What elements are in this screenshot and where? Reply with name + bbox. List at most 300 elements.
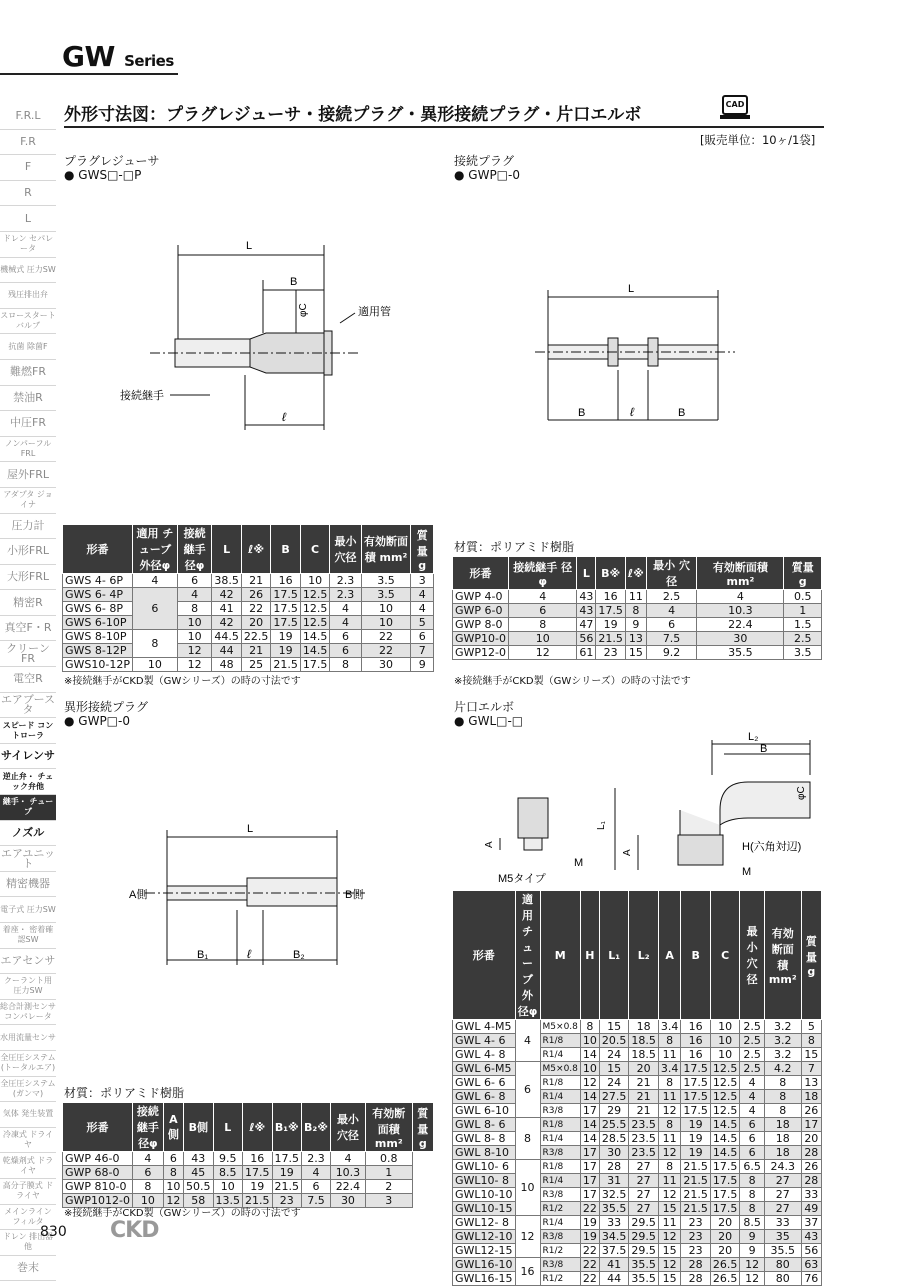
gwp-spec-table bbox=[452, 556, 822, 660]
cad-icon[interactable]: CAD bbox=[722, 95, 748, 115]
sidebar-item[interactable]: 抗菌 除菌F bbox=[0, 334, 56, 360]
table-cell: 17.5 bbox=[710, 1202, 740, 1216]
table-cell: 30 bbox=[697, 632, 784, 646]
sidebar-item[interactable]: 圧力計 bbox=[0, 514, 56, 540]
table-row bbox=[63, 1180, 434, 1194]
sidebar-item[interactable]: 小形FRL bbox=[0, 539, 56, 565]
sidebar-item[interactable]: 機械式 圧力SW bbox=[0, 258, 56, 284]
table-row bbox=[453, 590, 822, 604]
table-cell: 12.5 bbox=[300, 588, 330, 602]
sidebar-item[interactable]: ドレン セパレータ bbox=[0, 232, 56, 258]
table-cell: 3.2 bbox=[764, 1020, 801, 1034]
sidebar-item[interactable]: 精密機器 bbox=[0, 872, 56, 898]
column-header: L₁ bbox=[599, 891, 629, 1020]
table-row bbox=[453, 604, 822, 618]
table-cell: 4 bbox=[646, 604, 697, 618]
gws-dim-l: ℓ bbox=[282, 410, 286, 424]
sidebar-item[interactable]: 全圧圧システム (トータルエア) bbox=[0, 1051, 56, 1077]
table-cell: 27 bbox=[764, 1188, 801, 1202]
sidebar-item[interactable]: クリーンFR bbox=[0, 641, 56, 667]
table-cell: 10 bbox=[132, 658, 177, 672]
column-header: 有効断面積 mm² bbox=[764, 891, 801, 1020]
table-cell: 12.5 bbox=[710, 1104, 740, 1118]
table-cell: 7.5 bbox=[302, 1194, 331, 1208]
gwp-diff-drawing bbox=[125, 820, 385, 970]
table-cell: 23 bbox=[596, 646, 626, 660]
gwl-m5-dim-M: M bbox=[574, 857, 584, 869]
table-cell: 28 bbox=[681, 1258, 711, 1272]
series-rule bbox=[0, 73, 178, 75]
table-cell: 23 bbox=[681, 1216, 711, 1230]
table-cell: R3/8 bbox=[540, 1104, 580, 1118]
table-cell: 17.5 bbox=[271, 616, 301, 630]
table-row bbox=[453, 1160, 822, 1174]
sidebar-item[interactable]: 冷凍式 ドライヤ bbox=[0, 1128, 56, 1154]
table-cell: 43 bbox=[184, 1152, 214, 1166]
table-cell: 27.5 bbox=[599, 1090, 629, 1104]
table-cell: 8 bbox=[163, 1166, 183, 1180]
table-cell: 11 bbox=[658, 1174, 681, 1188]
table-cell: 38.5 bbox=[212, 574, 242, 588]
table-cell: 42 bbox=[212, 616, 242, 630]
gwl-dim-A: A bbox=[622, 849, 633, 856]
sidebar-item[interactable]: R bbox=[0, 181, 56, 207]
column-header: B※ bbox=[596, 557, 626, 590]
table-cell: 33 bbox=[764, 1216, 801, 1230]
sidebar-item[interactable]: ノンパーフル FRL bbox=[0, 437, 56, 463]
table-cell: 10 bbox=[515, 1160, 540, 1216]
table-cell: GWL10- 8 bbox=[453, 1174, 516, 1188]
table-row bbox=[453, 1118, 822, 1132]
sidebar-item[interactable]: L bbox=[0, 206, 56, 232]
gwl-m5-type-label: M5タイプ bbox=[498, 873, 546, 885]
gwp-dim-l: ℓ bbox=[630, 405, 634, 419]
table-cell: 28 bbox=[801, 1146, 821, 1160]
table-cell: 17.5 bbox=[272, 1152, 302, 1166]
gwp-diff-material: 材質：ポリアミド樹脂 bbox=[64, 1086, 185, 1100]
table-cell: 8 bbox=[658, 1160, 681, 1174]
table-cell: 4 bbox=[133, 1152, 164, 1166]
gwl-dim-C: φC bbox=[796, 786, 807, 800]
column-header: A bbox=[658, 891, 681, 1020]
table-cell: 47 bbox=[577, 618, 596, 632]
sidebar-item[interactable]: 気体 発生装置 bbox=[0, 1102, 56, 1128]
table-cell: 33 bbox=[599, 1216, 629, 1230]
table-cell: 15 bbox=[658, 1272, 681, 1286]
column-header: 質量 g bbox=[784, 557, 822, 590]
table-cell: 23 bbox=[272, 1194, 302, 1208]
page-title: 外形寸法図：プラグレジューサ・接続プラグ・異形接続プラグ・片口エルボ bbox=[64, 105, 642, 125]
table-cell: 8 bbox=[740, 1174, 765, 1188]
table-cell: R1/4 bbox=[540, 1174, 580, 1188]
table-cell: 14.5 bbox=[710, 1146, 740, 1160]
table-cell: 23.5 bbox=[629, 1118, 659, 1132]
table-cell: 13 bbox=[625, 632, 646, 646]
table-cell: 6.5 bbox=[740, 1160, 765, 1174]
column-header: L bbox=[577, 557, 596, 590]
table-cell: 15 bbox=[599, 1020, 629, 1034]
table-cell: 8 bbox=[658, 1034, 681, 1048]
table-cell: GWL12- 8 bbox=[453, 1216, 516, 1230]
table-cell: 18 bbox=[764, 1118, 801, 1132]
table-cell: 12 bbox=[658, 1230, 681, 1244]
table-cell: 50.5 bbox=[184, 1180, 214, 1194]
sidebar-item[interactable]: 禁油R bbox=[0, 386, 56, 412]
table-row bbox=[63, 602, 434, 616]
table-cell: 1.5 bbox=[784, 618, 822, 632]
sidebar-item[interactable]: 中圧FR bbox=[0, 411, 56, 437]
sidebar-item[interactable]: 屋外FRL bbox=[0, 462, 56, 488]
table-cell: 10 bbox=[509, 632, 577, 646]
table-cell: 20 bbox=[710, 1230, 740, 1244]
table-cell: 30 bbox=[599, 1146, 629, 1160]
table-cell: 35 bbox=[764, 1230, 801, 1244]
table-cell: 21 bbox=[241, 574, 271, 588]
table-cell: 22 bbox=[580, 1272, 599, 1286]
sidebar-item[interactable]: ノズル bbox=[0, 821, 56, 847]
sidebar-item[interactable]: エアセンサ bbox=[0, 949, 56, 975]
table-row bbox=[453, 1062, 822, 1076]
table-cell: 29 bbox=[599, 1104, 629, 1118]
sidebar-nav bbox=[0, 104, 56, 1281]
table-cell: 16 bbox=[681, 1048, 711, 1062]
sidebar-item[interactable]: エアブースタ bbox=[0, 693, 56, 719]
gws-dim-C: φC bbox=[298, 303, 309, 317]
table-cell: 4 bbox=[411, 602, 434, 616]
table-cell: 12.5 bbox=[710, 1090, 740, 1104]
table-cell: 14 bbox=[580, 1048, 599, 1062]
sidebar-item[interactable]: アダプタ ジョイナ bbox=[0, 488, 56, 514]
table-cell: 34.5 bbox=[599, 1230, 629, 1244]
table-cell: 10 bbox=[710, 1020, 740, 1034]
column-header: 質量 g bbox=[411, 525, 434, 574]
table-cell: 10 bbox=[361, 602, 411, 616]
table-cell: 18.5 bbox=[629, 1034, 659, 1048]
table-cell: 27 bbox=[629, 1188, 659, 1202]
table-cell: 17.5 bbox=[271, 602, 301, 616]
gwl-section-name: 片口エルボ bbox=[454, 700, 515, 714]
table-cell: GWL 6- 8 bbox=[453, 1090, 516, 1104]
table-cell: 19 bbox=[580, 1216, 599, 1230]
table-cell: 4 bbox=[411, 588, 434, 602]
gwp-diff-side-B: B側 bbox=[345, 889, 364, 901]
table-row bbox=[453, 1188, 822, 1202]
table-cell: 19 bbox=[681, 1146, 711, 1160]
table-cell: 26 bbox=[801, 1104, 821, 1118]
table-row bbox=[63, 644, 434, 658]
table-cell: 6 bbox=[740, 1118, 765, 1132]
sidebar-item[interactable]: 残圧排出弁 bbox=[0, 283, 56, 309]
title-rule bbox=[64, 126, 824, 128]
table-cell: R1/8 bbox=[540, 1118, 580, 1132]
table-cell: 3.2 bbox=[764, 1048, 801, 1062]
sidebar-item[interactable]: スロースタート バルブ bbox=[0, 309, 56, 335]
sidebar-item[interactable]: クーラント用 圧力SW bbox=[0, 974, 56, 1000]
table-cell: GWL10-10 bbox=[453, 1188, 516, 1202]
table-row bbox=[453, 1104, 822, 1118]
table-cell: 2 bbox=[365, 1180, 412, 1194]
table-cell: 3.2 bbox=[764, 1034, 801, 1048]
table-cell: 6 bbox=[302, 1180, 331, 1194]
table-cell: 14.5 bbox=[710, 1118, 740, 1132]
column-header: L bbox=[213, 1103, 243, 1152]
table-row bbox=[453, 1174, 822, 1188]
column-header: 形番 bbox=[63, 525, 133, 574]
table-cell: 49 bbox=[801, 1202, 821, 1216]
table-cell: 19 bbox=[681, 1132, 711, 1146]
table-cell: 22 bbox=[580, 1202, 599, 1216]
sidebar-item[interactable]: エアユニット bbox=[0, 846, 56, 872]
table-cell: R1/4 bbox=[540, 1048, 580, 1062]
table-cell: GWP12-0 bbox=[453, 646, 509, 660]
table-cell: 16 bbox=[243, 1152, 273, 1166]
table-cell: 45 bbox=[184, 1166, 214, 1180]
table-cell: 21 bbox=[629, 1090, 659, 1104]
table-row bbox=[63, 1152, 434, 1166]
table-cell: 16 bbox=[271, 574, 301, 588]
column-header: B bbox=[681, 891, 711, 1020]
table-cell: 8.5 bbox=[740, 1216, 765, 1230]
table-cell: 44 bbox=[599, 1272, 629, 1286]
column-header: B₂※ bbox=[302, 1103, 331, 1152]
table-cell: 17 bbox=[580, 1160, 599, 1174]
table-cell: 23 bbox=[681, 1244, 711, 1258]
sidebar-item[interactable]: 乾燥剤式 ドライヤ bbox=[0, 1153, 56, 1179]
table-cell: 4 bbox=[515, 1020, 540, 1062]
table-cell: 21.5 bbox=[681, 1174, 711, 1188]
sidebar-item[interactable]: サイレンサ bbox=[0, 744, 56, 770]
gws-dim-B: B bbox=[290, 276, 298, 288]
table-cell: 44 bbox=[212, 644, 242, 658]
gwl-drawing bbox=[480, 730, 820, 890]
column-header: B bbox=[271, 525, 301, 574]
gwp-dim-B2: B bbox=[678, 407, 686, 419]
table-cell: 17.5 bbox=[681, 1062, 711, 1076]
table-cell: GWL12-15 bbox=[453, 1244, 516, 1258]
table-cell: 18 bbox=[629, 1020, 659, 1034]
table-cell: 6 bbox=[132, 588, 177, 630]
sidebar-item[interactable]: 電空R bbox=[0, 667, 56, 693]
sidebar-item[interactable]: ドレン 排出器他 bbox=[0, 1230, 56, 1256]
table-cell: 12 bbox=[580, 1076, 599, 1090]
column-header: A側 bbox=[163, 1103, 183, 1152]
column-header: 最小 穴径 bbox=[740, 891, 765, 1020]
table-cell: R1/4 bbox=[540, 1090, 580, 1104]
table-cell: 13.5 bbox=[213, 1194, 243, 1208]
sidebar-item[interactable]: 水用流量センサ bbox=[0, 1025, 56, 1051]
table-cell: 9 bbox=[411, 658, 434, 672]
table-cell: 21.5 bbox=[681, 1188, 711, 1202]
table-cell: 2.3 bbox=[302, 1152, 331, 1166]
table-cell: 11 bbox=[625, 590, 646, 604]
sidebar-item[interactable]: 継手・ チューブ bbox=[0, 795, 56, 821]
table-cell: 14 bbox=[580, 1118, 599, 1132]
table-cell: 12 bbox=[658, 1188, 681, 1202]
table-cell: 21.5 bbox=[243, 1194, 273, 1208]
table-cell: 43 bbox=[801, 1230, 821, 1244]
table-cell: 42 bbox=[212, 588, 242, 602]
table-cell: 3.5 bbox=[784, 646, 822, 660]
column-header: L₂ bbox=[629, 891, 659, 1020]
table-cell: 27 bbox=[764, 1174, 801, 1188]
table-cell: 12 bbox=[163, 1194, 183, 1208]
table-cell: 0.8 bbox=[365, 1152, 412, 1166]
column-header: ℓ※ bbox=[243, 1103, 273, 1152]
sidebar-item[interactable]: 逆止弁・ チェック弁他 bbox=[0, 769, 56, 795]
table-cell: 19 bbox=[272, 1166, 302, 1180]
sidebar-item[interactable]: スピード コントローラ bbox=[0, 718, 56, 744]
table-cell: 8 bbox=[658, 1076, 681, 1090]
table-cell: R3/8 bbox=[540, 1188, 580, 1202]
table-cell: GWP10-0 bbox=[453, 632, 509, 646]
table-cell: 3.4 bbox=[658, 1020, 681, 1034]
table-cell: 8 bbox=[801, 1034, 821, 1048]
table-cell: 29.5 bbox=[629, 1216, 659, 1230]
gwp-diff-dim-B1: B₁ bbox=[197, 949, 209, 961]
gwl-m5-dim-A: A bbox=[484, 841, 495, 848]
table-cell: 2.3 bbox=[330, 588, 361, 602]
table-cell: 20 bbox=[801, 1132, 821, 1146]
table-cell: 19 bbox=[580, 1230, 599, 1244]
table-row bbox=[453, 1272, 822, 1286]
table-cell: 2.5 bbox=[646, 590, 697, 604]
table-cell: 17 bbox=[580, 1104, 599, 1118]
table-cell: 22 bbox=[241, 602, 271, 616]
gwl-dim-B: B bbox=[760, 743, 768, 755]
gws-footnote: ※接続継手がCKD製（GWシリーズ）の時の寸法です bbox=[64, 676, 301, 687]
table-row bbox=[63, 658, 434, 672]
table-cell: 29.5 bbox=[629, 1244, 659, 1258]
table-row bbox=[453, 1132, 822, 1146]
table-cell: 2.5 bbox=[784, 632, 822, 646]
table-cell: 20.5 bbox=[599, 1034, 629, 1048]
table-cell: 22.5 bbox=[241, 630, 271, 644]
table-row bbox=[453, 1202, 822, 1216]
table-row bbox=[453, 632, 822, 646]
sidebar-item[interactable]: メインライン フィルタ bbox=[0, 1205, 56, 1231]
table-cell: GWL 8- 6 bbox=[453, 1118, 516, 1132]
table-cell: 35.5 bbox=[629, 1272, 659, 1286]
table-cell: R3/8 bbox=[540, 1230, 580, 1244]
table-cell: R1/4 bbox=[540, 1132, 580, 1146]
sidebar-item[interactable]: 電子式 圧力SW bbox=[0, 897, 56, 923]
table-cell: 28 bbox=[801, 1174, 821, 1188]
sidebar-item[interactable]: 難燃FR bbox=[0, 360, 56, 386]
table-cell: 17.5 bbox=[681, 1104, 711, 1118]
table-cell: 17.5 bbox=[596, 604, 626, 618]
table-cell: 21.5 bbox=[596, 632, 626, 646]
table-cell: 9 bbox=[740, 1244, 765, 1258]
table-cell: 4 bbox=[509, 590, 577, 604]
table-cell: 9.2 bbox=[646, 646, 697, 660]
gwl-dim-M: M bbox=[742, 866, 752, 878]
gwp-diff-side-A: A側 bbox=[129, 889, 148, 901]
table-cell: 21 bbox=[629, 1076, 659, 1090]
table-cell: 8 bbox=[625, 604, 646, 618]
table-cell: GWP 68-0 bbox=[63, 1166, 133, 1180]
table-cell: 4 bbox=[740, 1090, 765, 1104]
table-cell: 10 bbox=[580, 1034, 599, 1048]
table-cell: 28 bbox=[681, 1272, 711, 1286]
table-row bbox=[453, 1146, 822, 1160]
sidebar-item[interactable]: F bbox=[0, 155, 56, 181]
table-cell: 4 bbox=[330, 1152, 365, 1166]
sidebar-item[interactable]: 高分子膜式 ドライヤ bbox=[0, 1179, 56, 1205]
sidebar-item[interactable]: 着座・ 密着確認SW bbox=[0, 923, 56, 949]
series-title: GW Series bbox=[62, 40, 174, 73]
table-cell: 26.5 bbox=[710, 1258, 740, 1272]
table-cell: 10 bbox=[580, 1062, 599, 1076]
table-cell: 15 bbox=[801, 1048, 821, 1062]
sidebar-item[interactable]: F.R bbox=[0, 130, 56, 156]
table-cell: 33 bbox=[801, 1188, 821, 1202]
table-cell: 5 bbox=[411, 616, 434, 630]
table-cell: 17.5 bbox=[710, 1160, 740, 1174]
table-cell: GWS 6-10P bbox=[63, 616, 133, 630]
table-cell: 30 bbox=[330, 1194, 365, 1208]
table-cell: 12 bbox=[509, 646, 577, 660]
table-cell: 14.5 bbox=[300, 644, 330, 658]
table-cell: 22.4 bbox=[697, 618, 784, 632]
sidebar-item[interactable]: 真空F・R bbox=[0, 616, 56, 642]
gwp-dim-L: L bbox=[628, 283, 635, 295]
sidebar-item[interactable]: 精密R bbox=[0, 590, 56, 616]
table-cell: 2.5 bbox=[740, 1048, 765, 1062]
table-cell: 10 bbox=[300, 574, 330, 588]
table-cell: 17.5 bbox=[681, 1090, 711, 1104]
table-cell: 17 bbox=[801, 1118, 821, 1132]
table-cell: 4 bbox=[302, 1166, 331, 1180]
table-cell: 4 bbox=[330, 602, 361, 616]
table-cell: 22 bbox=[580, 1244, 599, 1258]
table-cell: 19 bbox=[271, 630, 301, 644]
table-cell: 26 bbox=[801, 1160, 821, 1174]
table-cell: 3 bbox=[365, 1194, 412, 1208]
table-row bbox=[453, 646, 822, 660]
table-cell: 32.5 bbox=[599, 1188, 629, 1202]
column-header: 形番 bbox=[63, 1103, 133, 1152]
table-cell: 58 bbox=[184, 1194, 214, 1208]
table-cell: 8 bbox=[580, 1020, 599, 1034]
table-cell: 8 bbox=[764, 1076, 801, 1090]
table-cell: 8 bbox=[658, 1118, 681, 1132]
sidebar-item[interactable]: 全圧圧システム (ガンマ) bbox=[0, 1077, 56, 1103]
table-cell: 27 bbox=[629, 1160, 659, 1174]
sidebar-item[interactable]: 巻末 bbox=[0, 1256, 56, 1282]
table-cell: 4 bbox=[740, 1104, 765, 1118]
table-cell: 12 bbox=[515, 1216, 540, 1258]
table-cell: 16 bbox=[681, 1020, 711, 1034]
table-cell: 12 bbox=[740, 1272, 765, 1286]
table-cell: 8 bbox=[764, 1104, 801, 1118]
table-cell: 19 bbox=[596, 618, 626, 632]
sidebar-item[interactable]: F.R.L bbox=[0, 104, 56, 130]
table-cell: 5 bbox=[801, 1020, 821, 1034]
table-cell: 35.5 bbox=[629, 1258, 659, 1272]
gws-model: ● GWS□-□P bbox=[64, 168, 142, 182]
table-cell: 7.5 bbox=[646, 632, 697, 646]
sidebar-item[interactable]: 大形FRL bbox=[0, 565, 56, 591]
table-cell: 1 bbox=[365, 1166, 412, 1180]
table-cell: 11 bbox=[658, 1090, 681, 1104]
sidebar-item[interactable]: 総合計測センサ コンパレータ bbox=[0, 1000, 56, 1026]
table-cell: 12 bbox=[740, 1258, 765, 1272]
table-cell: 6 bbox=[330, 644, 361, 658]
table-cell: 22.4 bbox=[330, 1180, 365, 1194]
table-cell: 10 bbox=[177, 616, 211, 630]
table-row bbox=[63, 588, 434, 602]
table-cell: 21 bbox=[629, 1104, 659, 1118]
